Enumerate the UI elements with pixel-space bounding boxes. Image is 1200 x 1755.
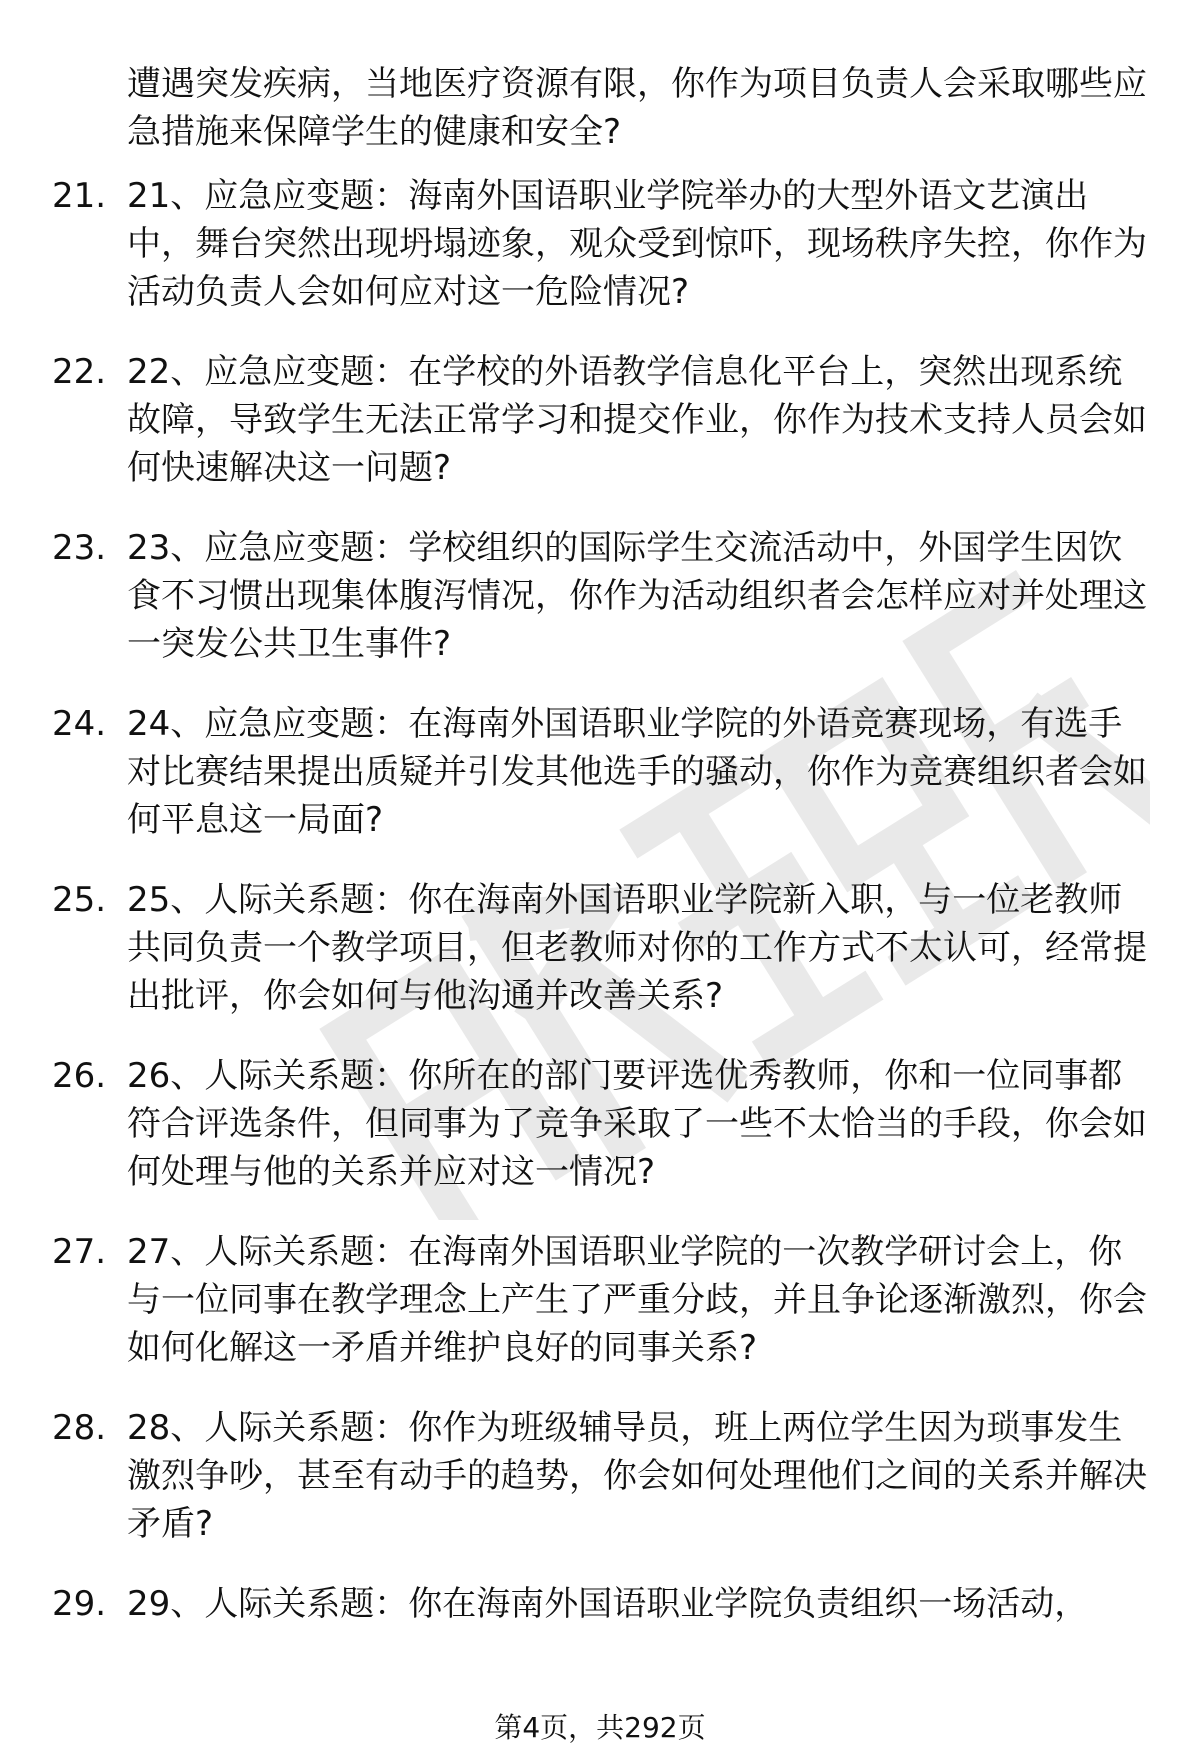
question-text: 24、应急应变题：在海南外国语职业学院的外语竞赛现场，有选手对比赛结果提出质疑并引发其他选手的骚动，你作为竞赛组织者会如何平息这一局面?: [127, 704, 1147, 840]
question-number: 26.: [52, 1056, 107, 1096]
question-text: 25、人际关系题：你在海南外国语职业学院新入职，与一位老教师共同负责一个教学项目，但老教师对你的工作方式不太认可，经常提出批评，你会如何与他沟通并改善关系?: [127, 880, 1147, 1016]
question-text: 27、人际关系题：在海南外国语职业学院的一次教学研讨会上，你与一位同事在教学理念上产生了严重分歧，并且争论逐渐激烈，你会如何化解这一矛盾并维护良好的同事关系?: [127, 1232, 1147, 1368]
question-number: 27.: [52, 1232, 107, 1272]
question-text: 26、人际关系题：你所在的部门要评选优秀教师，你和一位同事都符合评选条件，但同事为了竞争采取了一些不太恰当的手段，你会如何处理与他的关系并应对这一情况?: [127, 1056, 1147, 1192]
question-number: 25.: [52, 880, 107, 920]
question-number: 29.: [52, 1584, 107, 1624]
question-text: 22、应急应变题：在学校的外语教学信息化平台上，突然出现系统故障，导致学生无法正常学习和提交作业，你作为技术支持人员会如何快速解决这一问题?: [127, 352, 1147, 488]
continuation-paragraph: 遭遇突发疾病，当地医疗资源有限，你作为项目负责人会采取哪些应急措施来保障学生的健康和安全?: [127, 64, 1147, 152]
question-number: 28.: [52, 1408, 107, 1448]
question-text: 23、应急应变题：学校组织的国际学生交流活动中，外国学生因饮食不习惯出现集体腹泻情况，你作为活动组织者会怎样应对并处理这一突发公共卫生事件?: [127, 528, 1147, 664]
question-number: 21.: [52, 176, 107, 216]
question-number: 24.: [52, 704, 107, 744]
question-number: 23.: [52, 528, 107, 568]
question-text: 28、人际关系题：你作为班级辅导员，班上两位学生因为琐事发生激烈争吵，甚至有动手的趋势，你会如何处理他们之间的关系并解决矛盾?: [127, 1408, 1147, 1544]
question-text: 29、人际关系题：你在海南外国语职业学院负责组织一场活动，: [127, 1584, 1089, 1624]
question-text: 21、应急应变题：海南外国语职业学院举办的大型外语文艺演出中，舞台突然出现坍塌迹象，观众受到惊吓，现场秩序失控，你作为活动负责人会如何应对这一危险情况?: [127, 176, 1147, 312]
page-footer: 第4页，共292页: [494, 1711, 706, 1744]
question-number: 22.: [52, 352, 107, 392]
